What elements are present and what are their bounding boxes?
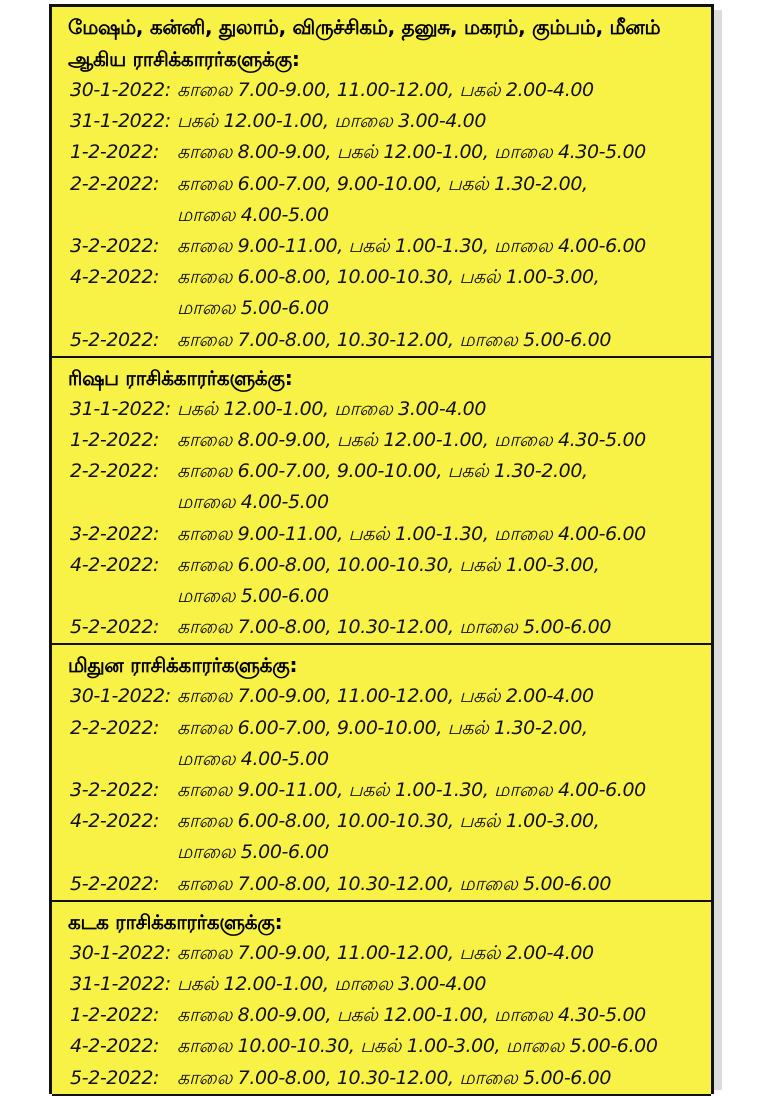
entry-times: [177, 519, 646, 550]
entry-times: [177, 1000, 646, 1031]
rasi-section: [52, 7, 711, 358]
timing-entry: [52, 262, 711, 324]
time-slots: காலை 6.00-7.00, 9.00-10.00, பகல் 1.30-2.00,: [177, 172, 588, 195]
timing-entry: [52, 1063, 711, 1094]
time-slots: மாலை 4.00-5.00: [177, 747, 329, 770]
time-slots: காலை 9.00-11.00, பகல் 1.00-1.30, மாலை 4.00-6.00: [177, 779, 646, 802]
entry-date: 2-2-2022:: [70, 172, 160, 195]
entry-date: 1-2-2022:: [70, 141, 160, 164]
time-slots: காலை 7.00-8.00, 10.30-12.00, மாலை 5.00-6.00: [177, 616, 612, 639]
entry-date: 31-1-2022:: [70, 973, 171, 996]
section-heading: ஆகிய ராசிக்காரர்களுக்கு:: [68, 47, 300, 71]
timing-entry: [52, 1000, 711, 1031]
timing-entry: [52, 137, 711, 168]
entry-times: [177, 106, 486, 137]
timings-panel: [49, 4, 714, 1094]
time-slots: காலை 7.00-9.00, 11.00-12.00, பகல் 2.00-4.00: [177, 79, 594, 101]
time-slots: காலை 6.00-8.00, 10.00-10.30, பகல் 1.00-3.00,: [177, 266, 600, 289]
entry-date: 4-2-2022:: [70, 266, 160, 289]
entry-times: [177, 681, 594, 712]
time-slots: காலை 7.00-9.00, 11.00-12.00, பகல் 2.00-4.00: [177, 685, 594, 708]
time-slots: காலை 9.00-11.00, பகல் 1.00-1.30, மாலை 4.00-6.00: [177, 522, 646, 545]
timing-entry: [52, 681, 711, 712]
entry-date: 1-2-2022:: [70, 429, 160, 452]
timing-entry: [52, 169, 711, 231]
entry-date: 5-2-2022:: [70, 616, 160, 639]
time-slots: காலை 6.00-7.00, 9.00-10.00, பகல் 1.30-2.00,: [177, 716, 588, 739]
time-slots: காலை 7.00-8.00, 10.30-12.00, மாலை 5.00-6.00: [177, 328, 612, 351]
entry-date: 2-2-2022:: [70, 460, 160, 483]
rasi-section: [52, 358, 711, 646]
time-slots: மாலை 5.00-6.00: [177, 297, 329, 320]
entry-times: [177, 713, 588, 775]
entry-date: 5-2-2022:: [70, 328, 160, 351]
entry-times: [177, 775, 646, 806]
timing-entry: [52, 550, 711, 612]
time-slots: மாலை 4.00-5.00: [177, 203, 329, 226]
rasi-section: [52, 645, 711, 901]
timing-entry: [52, 75, 711, 106]
timing-entry: [52, 394, 711, 425]
time-slots: மாலை 5.00-6.00: [177, 585, 329, 608]
section-heading: கடக ராசிக்காரர்களுக்கு:: [68, 909, 283, 934]
time-slots: காலை 8.00-9.00, பகல் 12.00-1.00, மாலை 4.30-5.00: [177, 1004, 646, 1027]
entry-times: [177, 231, 646, 262]
time-slots: காலை 9.00-11.00, பகல் 1.00-1.30, மாலை 4.00-6.00: [177, 235, 646, 258]
panel-shadow: [714, 10, 722, 1090]
entry-times: [177, 550, 599, 612]
entry-times: [177, 262, 599, 324]
timing-entry: [52, 969, 711, 1000]
timing-entry: [52, 775, 711, 806]
timing-entry: [52, 713, 711, 775]
entry-date: 1-2-2022:: [70, 1004, 160, 1027]
time-slots: பகல் 12.00-1.00, மாலை 3.00-4.00: [177, 397, 487, 420]
time-slots: பகல் 12.00-1.00, மாலை 3.00-4.00: [177, 973, 487, 996]
entry-date: 5-2-2022:: [70, 872, 160, 895]
timing-entry: [52, 106, 711, 137]
section-heading: மேஷம், கன்னி, துலாம், விருச்சிகம், தனுசு, மகரம், கும்பம், மீனம்: [68, 15, 661, 39]
entry-date: 31-1-2022:: [70, 110, 171, 133]
entry-date: 4-2-2022:: [70, 1035, 160, 1058]
timing-entry: [52, 456, 711, 518]
time-slots: மாலை 4.00-5.00: [177, 491, 329, 514]
timing-entry: [52, 1031, 711, 1062]
entry-times: [177, 456, 588, 518]
time-slots: காலை 7.00-9.00, 11.00-12.00, பகல் 2.00-4.00: [177, 941, 594, 964]
time-slots: காலை 6.00-8.00, 10.00-10.30, பகல் 1.00-3.00,: [177, 553, 600, 576]
entry-times: [177, 137, 646, 168]
timing-entry: [52, 519, 711, 550]
entry-date: 31-1-2022:: [70, 397, 171, 420]
time-slots: காலை 10.00-10.30, பகல் 1.00-3.00, மாலை 5.00-6.00: [177, 1035, 658, 1058]
timing-entry: [52, 938, 711, 969]
entry-times: [177, 869, 611, 900]
timing-entry: [52, 425, 711, 456]
entry-date: 3-2-2022:: [70, 235, 160, 258]
entry-date: 30-1-2022:: [70, 941, 171, 964]
section-heading: மிதுன ராசிக்காரர்களுக்கு:: [68, 653, 298, 678]
entry-times: [177, 969, 486, 1000]
entry-date: 30-1-2022:: [70, 685, 171, 708]
entry-date: 3-2-2022:: [70, 522, 160, 545]
time-slots: பகல் 12.00-1.00, மாலை 3.00-4.00: [177, 110, 487, 133]
entry-date: 2-2-2022:: [70, 716, 160, 739]
entry-date: 30-1-2022:: [70, 79, 171, 101]
time-slots: காலை 8.00-9.00, பகல் 12.00-1.00, மாலை 4.30-5.00: [177, 429, 646, 452]
entry-date: 4-2-2022:: [70, 553, 160, 576]
time-slots: காலை 7.00-8.00, 10.30-12.00, மாலை 5.00-6.00: [177, 1066, 612, 1089]
entry-times: [177, 394, 486, 425]
time-slots: மாலை 5.00-6.00: [177, 841, 329, 864]
entry-times: [177, 1031, 658, 1062]
entry-times: [177, 425, 646, 456]
entry-date: 4-2-2022:: [70, 810, 160, 833]
entry-times: [177, 806, 599, 868]
timing-entry: [52, 325, 711, 356]
entry-times: [177, 1063, 611, 1094]
time-slots: காலை 8.00-9.00, பகல் 12.00-1.00, மாலை 4.30-5.00: [177, 141, 646, 164]
entry-times: [177, 75, 594, 106]
entry-times: [177, 169, 588, 231]
entry-times: [177, 325, 611, 356]
time-slots: காலை 7.00-8.00, 10.30-12.00, மாலை 5.00-6.00: [177, 872, 612, 895]
timing-entry: [52, 231, 711, 262]
entry-times: [177, 938, 594, 969]
entry-date: 3-2-2022:: [70, 779, 160, 802]
rasi-section: [52, 902, 711, 1096]
section-heading: ரிஷப ராசிக்காரர்களுக்கு:: [68, 365, 293, 390]
entry-date: 5-2-2022:: [70, 1066, 160, 1089]
timing-entry: [52, 806, 711, 868]
timing-entry: [52, 869, 711, 900]
time-slots: காலை 6.00-8.00, 10.00-10.30, பகல் 1.00-3.00,: [177, 810, 600, 833]
time-slots: காலை 6.00-7.00, 9.00-10.00, பகல் 1.30-2.00,: [177, 460, 588, 483]
timing-entry: [52, 612, 711, 643]
entry-times: [177, 612, 611, 643]
